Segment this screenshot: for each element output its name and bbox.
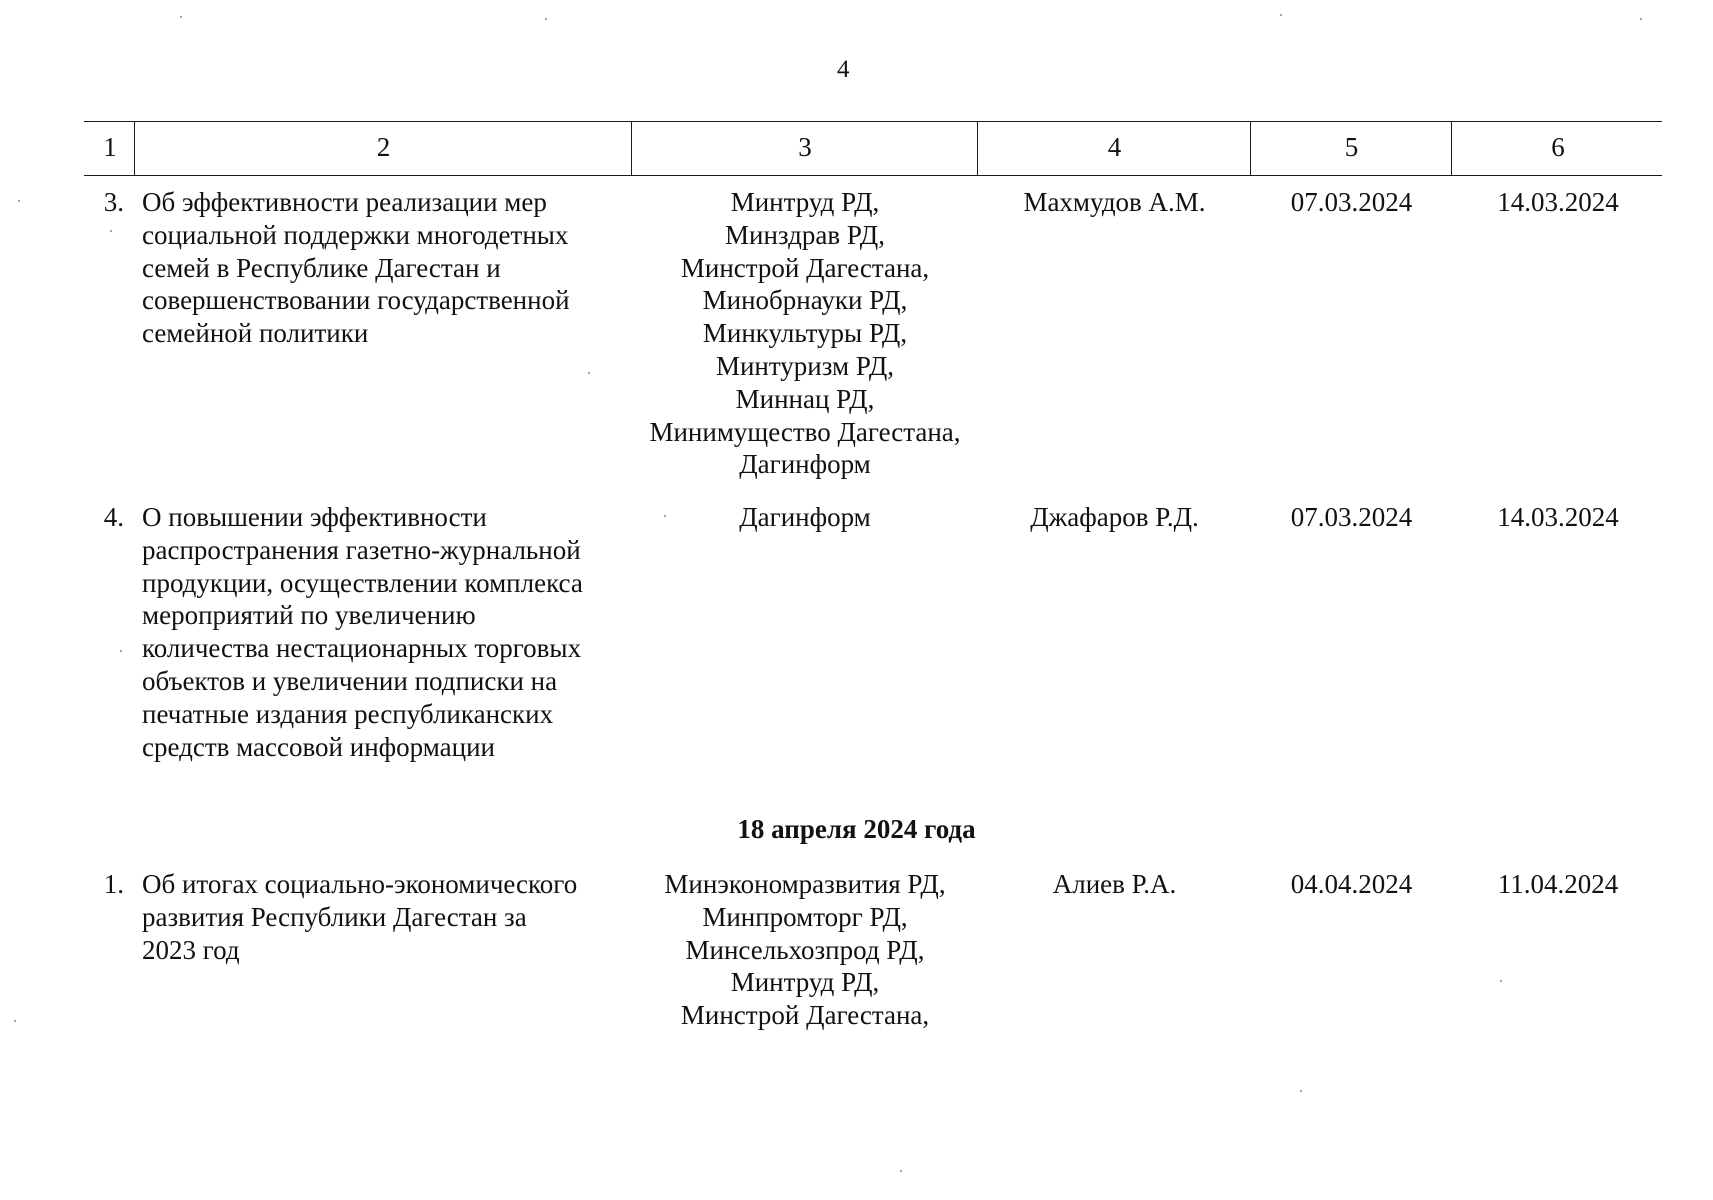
description-line: семей в Республике Дагестан и: [142, 252, 501, 283]
row-date-review: 14.03.2024: [1497, 502, 1619, 532]
header-col-6: 6: [1551, 132, 1565, 162]
row-date-review: 11.04.2024: [1497, 869, 1619, 899]
description-line: социальной поддержки многодетных: [142, 219, 569, 250]
header-col-2: 2: [376, 132, 391, 162]
description-line: совершенствовании государственной: [142, 285, 570, 316]
scan-speck: [545, 18, 547, 20]
row-responsible: Алиев Р.А.: [1052, 869, 1177, 899]
organization: Минтуризм РД,: [715, 350, 895, 381]
description-line: распространения газетно-журнальной: [142, 534, 581, 565]
description-line: 2023 год: [142, 934, 240, 965]
scan-speck: [1300, 1090, 1302, 1092]
description-line: объектов и увеличении подписки на: [142, 665, 558, 696]
column-divider: [134, 121, 135, 176]
header-col-5: 5: [1344, 132, 1359, 162]
scan-speck: [180, 16, 182, 18]
row-date-submit: 07.03.2024: [1290, 502, 1413, 532]
column-divider: [1250, 121, 1251, 176]
page-number: 4: [837, 56, 850, 83]
description-line: средств массовой информации: [142, 731, 495, 762]
row-description: [142, 186, 628, 350]
row-responsible: Махмудов А.М.: [1023, 187, 1206, 217]
scan-speck: [1500, 980, 1502, 982]
table-header-bottom-border: [84, 175, 1662, 176]
row-date-review: 14.03.2024: [1497, 187, 1619, 217]
scan-speck: [664, 515, 666, 517]
organization: Минтруд РД,: [730, 187, 880, 217]
description-line: печатные издания республиканских: [142, 698, 554, 729]
row-organizations: [633, 186, 977, 481]
row-responsible: Джафаров Р.Д.: [1030, 502, 1199, 532]
organization: Минстрой Дагестана,: [680, 1000, 930, 1031]
column-divider: [1451, 121, 1452, 176]
description-line: мероприятий по увеличению: [142, 600, 476, 631]
description-line: семейной политики: [142, 318, 369, 349]
table-top-border: [84, 121, 1662, 122]
description-line: количества нестационарных торговых: [142, 633, 582, 664]
description-line: развития Республики Дагестан за: [142, 901, 527, 932]
description-line: Об итогах социально-экономического: [142, 869, 578, 899]
header-col-4: 4: [1107, 132, 1122, 162]
header-col-1: 1: [103, 132, 117, 162]
scan-speck: [588, 372, 590, 374]
row-number: 4.: [103, 502, 124, 532]
row-date-submit: 04.04.2024: [1290, 869, 1413, 899]
scan-speck: [1280, 14, 1282, 16]
scan-speck: [18, 200, 20, 202]
row-date-submit: 07.03.2024: [1290, 187, 1413, 217]
organization: Минпромторг РД,: [702, 901, 908, 932]
row-organizations: [633, 868, 977, 1032]
scan-speck: [110, 230, 112, 232]
organization: Минимущество Дагестана,: [649, 416, 961, 447]
row-description: [142, 868, 628, 966]
section-date-heading: 18 апреля 2024 года: [737, 814, 976, 844]
header-col-3: 3: [798, 132, 812, 162]
column-divider: [977, 121, 978, 176]
scan-speck: [120, 650, 122, 652]
organization: Минкультуры РД,: [702, 318, 908, 349]
description-line: О повышении эффективности: [142, 502, 487, 532]
column-divider: [631, 121, 632, 176]
organization: Минобрнауки РД,: [702, 285, 908, 316]
organization: Миннац РД,: [735, 383, 875, 414]
scan-speck: [14, 1020, 16, 1022]
description-line: Об эффективности реализации мер: [142, 187, 547, 217]
organization: Минздрав РД,: [725, 219, 885, 250]
organization: Дагинформ: [739, 449, 871, 480]
organization: Дагинформ: [739, 502, 871, 532]
organization: Минтруд РД,: [730, 967, 880, 998]
row-description: [142, 501, 628, 763]
organization: Минсельхозпрод РД,: [685, 934, 925, 965]
row-organizations: [633, 501, 977, 534]
scan-speck: [900, 1170, 902, 1172]
row-number: 1.: [103, 869, 124, 899]
description-line: продукции, осуществлении комплекса: [142, 567, 583, 598]
organization: Минстрой Дагестана,: [680, 252, 930, 283]
organization: Минэкономразвития РД,: [664, 869, 946, 899]
scan-speck: [1640, 18, 1642, 20]
row-number: 3.: [103, 187, 124, 217]
